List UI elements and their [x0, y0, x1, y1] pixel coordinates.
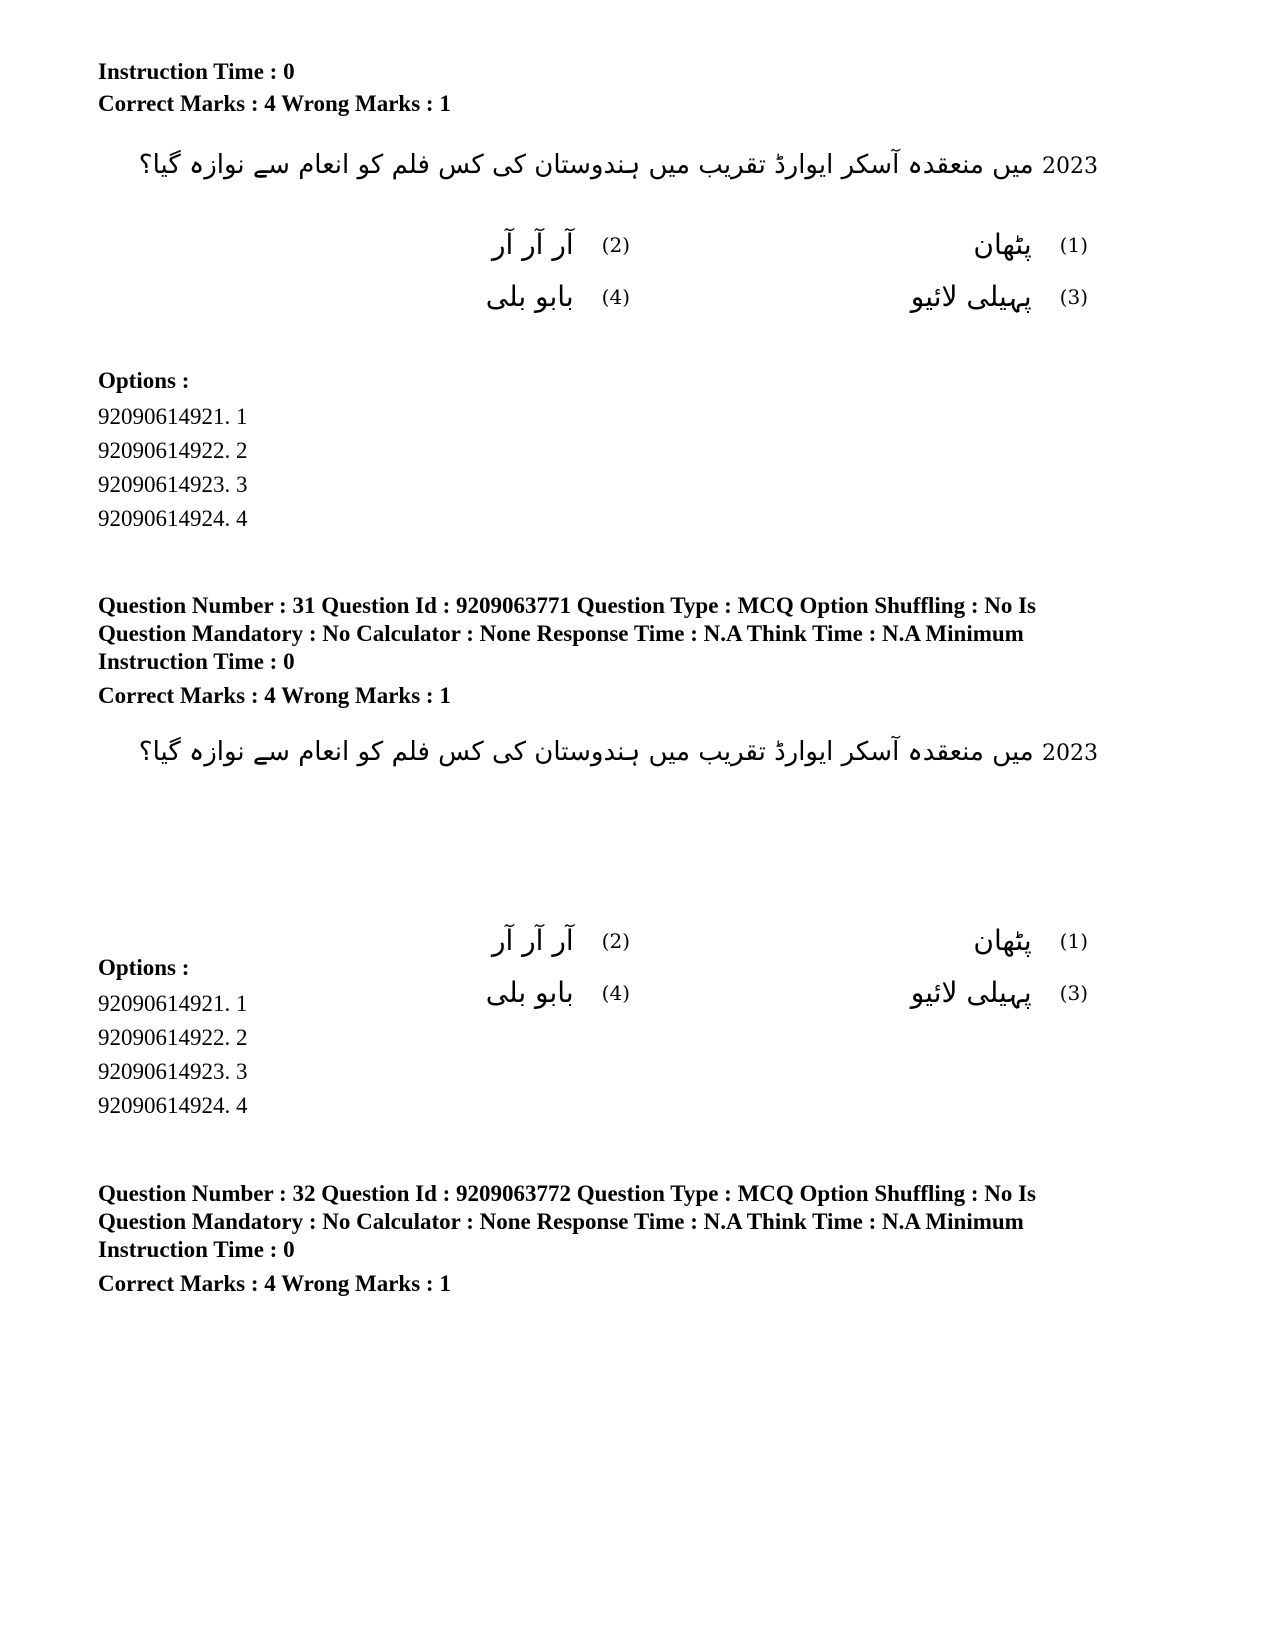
choice-1 [973, 924, 1088, 957]
choice-2 [492, 228, 630, 261]
choice-3 [911, 280, 1088, 313]
header-line: Question Mandatory : No Calculator : None Response Time : N.A Think Time : N.A Minimum [98, 1209, 1024, 1234]
instruction-time: Instruction Time : 0 [98, 59, 295, 84]
choice-label: (4) [601, 980, 630, 1005]
question-year: 2023 [1042, 741, 1098, 766]
option-item: 92090614922. 2 [98, 438, 248, 463]
choice-label: (3) [1059, 980, 1088, 1005]
header-line: Question Number : 32 Question Id : 9209063772 Question Type : MCQ Option Shuffling : No Is [98, 1181, 1037, 1206]
choice-text: پہیلی لائیو [910, 976, 1032, 1009]
choice-label: (3) [1059, 284, 1088, 309]
choice-label: (2) [601, 928, 630, 953]
choice-text: پہیلی لائیو [910, 280, 1032, 313]
answer-choices [98, 228, 1108, 338]
choice-2 [492, 924, 630, 957]
question-year: 2023 [1042, 154, 1098, 179]
option-item: 92090614922. 2 [98, 1025, 248, 1050]
choice-label: (1) [1059, 928, 1088, 953]
question-text-urdu [98, 148, 1098, 184]
choice-label: (4) [601, 284, 630, 309]
header-line: Question Mandatory : No Calculator : None Response Time : N.A Think Time : N.A Minimum [98, 621, 1024, 646]
option-item: 92090614923. 3 [98, 1059, 248, 1084]
question-body: میں منعقدہ آسکر ایوارڈ تقریب میں ہندوستان کی کس فلم کو انعام سے نوازہ گیا؟ [138, 737, 1034, 767]
option-item: 92090614924. 4 [98, 506, 248, 531]
marks-line: Correct Marks : 4 Wrong Marks : 1 [98, 683, 451, 708]
question-31-header [98, 592, 1108, 710]
question-text-urdu [98, 735, 1098, 771]
option-item: 92090614921. 1 [98, 404, 248, 429]
options-section [98, 368, 1108, 536]
choice-text: بابو بلی [485, 280, 574, 313]
choice-label: (1) [1059, 232, 1088, 257]
options-title: Options : [98, 955, 190, 980]
choice-text: پٹھان [973, 228, 1032, 261]
choice-text: پٹھان [973, 924, 1032, 957]
header-line: Instruction Time : 0 [98, 649, 295, 674]
choice-label: (2) [601, 232, 630, 257]
question-32-header [98, 1180, 1108, 1298]
marks-line: Correct Marks : 4 Wrong Marks : 1 [98, 91, 451, 116]
options-list [98, 987, 1108, 1123]
choice-1 [973, 228, 1088, 261]
choice-text: آر آر آر [491, 228, 574, 261]
choice-text: بابو بلی [485, 976, 574, 1009]
header-line: Instruction Time : 0 [98, 1237, 295, 1262]
question-body: میں منعقدہ آسکر ایوارڈ تقریب میں ہندوستان کی کس فلم کو انعام سے نوازہ گیا؟ [138, 150, 1034, 180]
choice-4 [486, 280, 630, 313]
marks-line: Correct Marks : 4 Wrong Marks : 1 [98, 1271, 451, 1296]
options-title: Options : [98, 368, 190, 393]
option-item: 92090614923. 3 [98, 472, 248, 497]
choice-text: آر آر آر [491, 924, 574, 957]
options-list [98, 400, 1108, 536]
header-line: Question Number : 31 Question Id : 9209063771 Question Type : MCQ Option Shuffling : No Is [98, 593, 1037, 618]
options-section [98, 955, 1108, 1123]
question-meta-continued [98, 58, 1108, 118]
option-item: 92090614921. 1 [98, 991, 248, 1016]
option-item: 92090614924. 4 [98, 1093, 248, 1118]
